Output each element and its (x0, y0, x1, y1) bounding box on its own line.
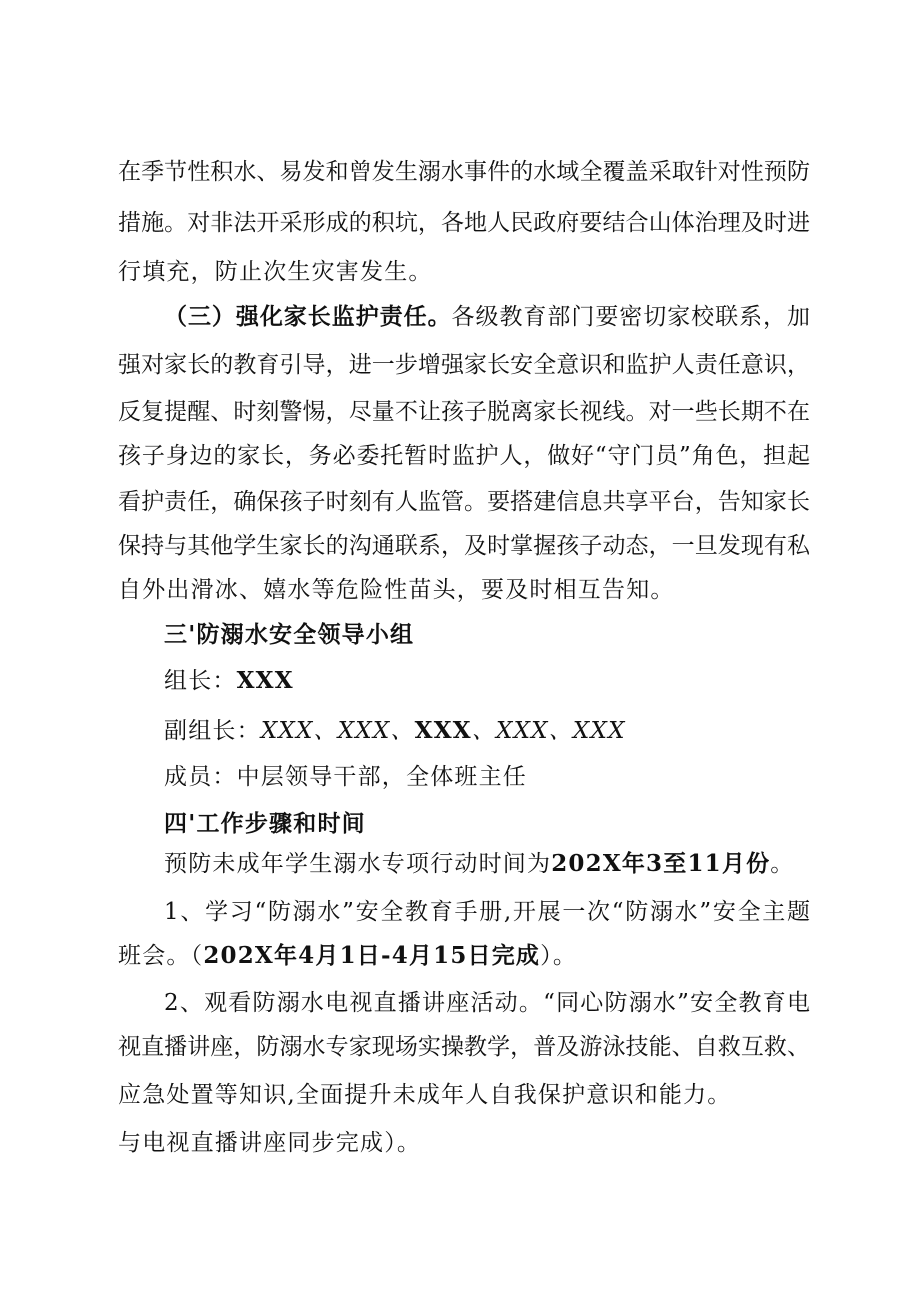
body-text-line: 自外出滑冰、嬉水等危险性苗头，要及时相互告知。 (118, 577, 675, 603)
step-1-end: ）。 (540, 943, 578, 969)
body-text-line: 行填充，防止次生灾害发生。 (118, 259, 433, 285)
step-1-date: 202X年4月1日-4月15日完成 (203, 942, 541, 969)
leader-label: 组长： (164, 668, 237, 694)
section-title: 三'防溺水安全领导小组 (164, 621, 415, 648)
members-line: 成员：中层领导干部，全体班主任 (164, 764, 527, 790)
step-1-line (118, 941, 577, 971)
deputy-names-a: XXX、XXX、 (260, 718, 415, 744)
body-text-line: 看护责任，确保孩子时刻有人监管。要搭建信息共享平台，告知家长 (118, 489, 810, 515)
leader-line (164, 666, 294, 696)
body-text-line: 措施。对非法开采形成的积坑，各地人民政府要结合山体治理及时进 (118, 210, 810, 236)
step-2-line: 2、观看防溺水电视直播讲座活动。“同心防溺水”安全教育电 (164, 990, 810, 1016)
deputy-label: 副组长： (164, 718, 261, 744)
deputy-line (164, 716, 626, 746)
paragraph-text: 各级教育部门要密切家校联系，加 (451, 304, 811, 330)
step-1-line: 1、学习“防溺水”安全教育手册,开展一次“防溺水”安全主题 (164, 899, 810, 925)
schedule-intro (164, 849, 794, 879)
leader-value: XXX (236, 667, 294, 694)
deputy-names-b: XXX (414, 717, 472, 744)
step-2-line: 视直播讲座，防溺水专家现场实操教学，普及游泳技能、自救互救、 (118, 1034, 810, 1060)
body-text-line: 在季节性积水、易发和曾发生溺水事件的水域全覆盖采取针对性预防 (118, 159, 810, 185)
step-2-line: 与电视直播讲座同步完成）。 (118, 1130, 422, 1156)
step-1-text: 班会。（ (118, 943, 204, 969)
deputy-names-c: 、XXX、XXX (471, 718, 626, 744)
body-text-line: 孩子身边的家长，务必委托暂时监护人，做好“守门员”角色，担起 (118, 443, 810, 469)
body-text-line: 强对家长的教育引导，进一步增强家长安全意识和监护人责任意识， (118, 352, 810, 378)
schedule-period: 202X年3至11月份 (551, 850, 771, 877)
body-text-line: 反复提醒、时刻警惕，尽量不让孩子脱离家长视线。对一些长期不在 (118, 399, 810, 425)
intro-text: 预防未成年学生溺水专项行动时间为 (164, 851, 552, 877)
step-2-line: 应急处置等知识,全面提升未成年人自我保护意识和能力。 (118, 1082, 732, 1108)
body-text-line: 保持与其他学生家长的沟通联系，及时掌握孩子动态，一旦发现有私 (118, 533, 810, 559)
paragraph-first-line (164, 302, 810, 332)
paragraph-heading: （三）强化家长监护责任。 (164, 303, 452, 330)
section-title: 四'工作步骤和时间 (164, 810, 366, 837)
intro-end: 。 (770, 851, 795, 877)
